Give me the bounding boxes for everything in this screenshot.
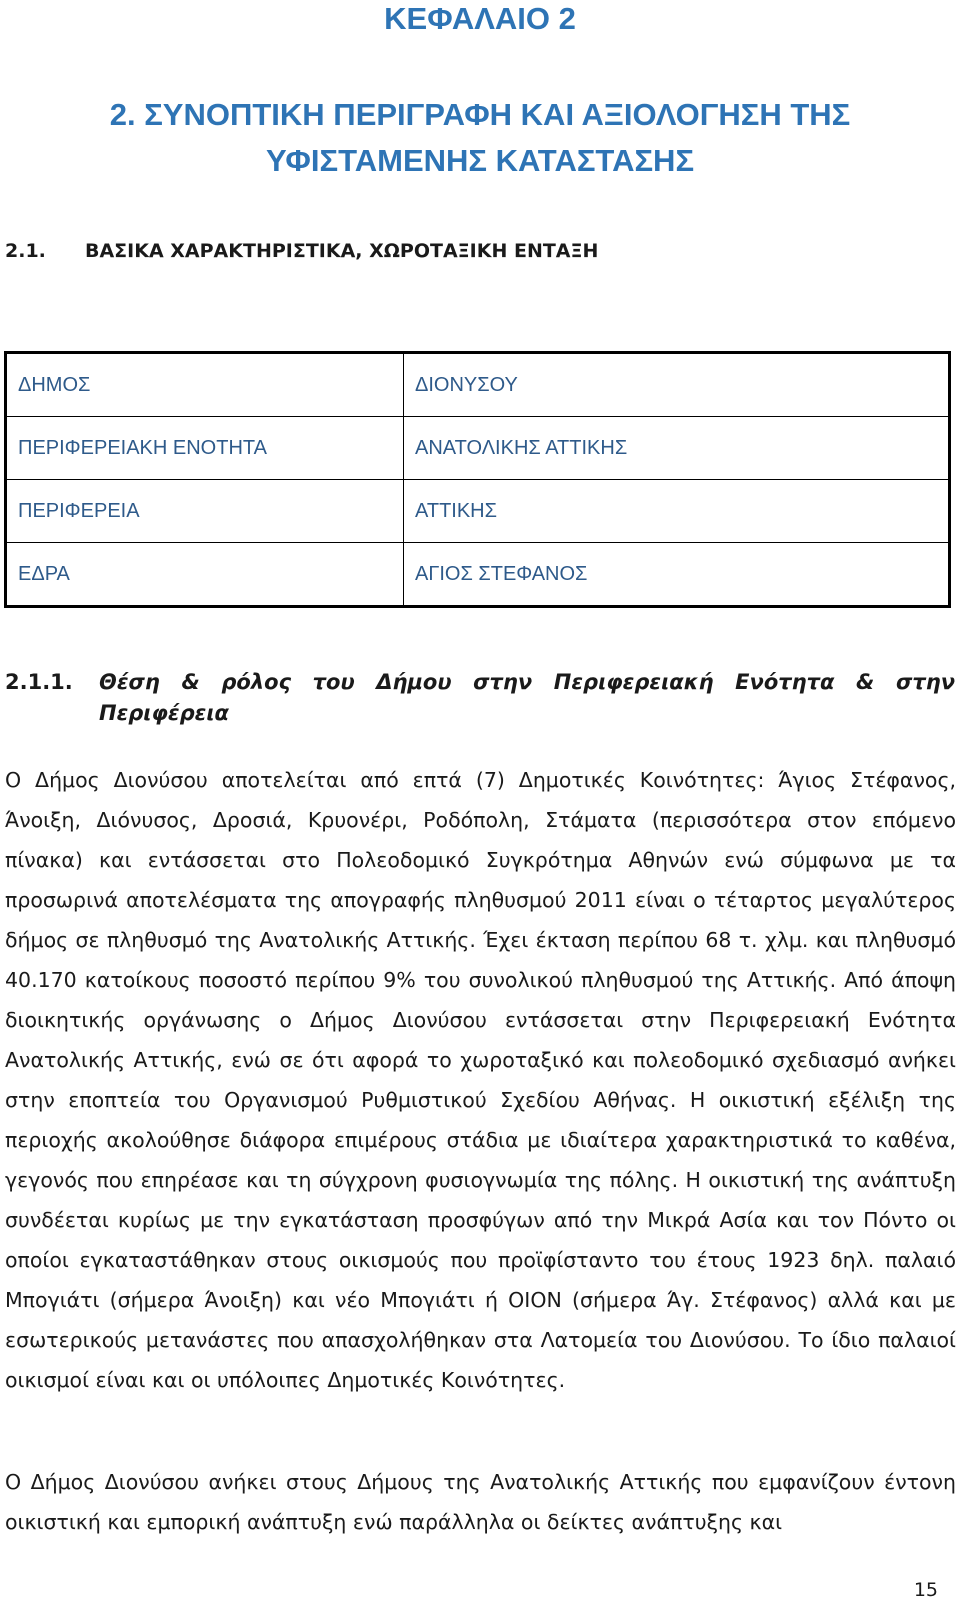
body-paragraph: Ο Δήμος Διονύσου αποτελείται από επτά (7) Δημοτικές Κοινότητες: Άγιος Στέφανος, Άνοιξη, Διόνυσος, Δροσιά, Κρυονέρι, Ροδόπολη, Στάματα (περισσότερα στον επόμενο πίνακα) και εντάσσεται στο Πολεοδομικό Συγκρότημα Αθηνών ενώ σύμφωνα με τα προσωρινά αποτελέσματα της απογραφής πληθυσμού 2011 είναι ο τέταρτος μεγαλύτερος δήμος σε πληθυσμό της Ανατολικής Αττικής. Έχει έκταση περίπου 68 τ. χλμ. και πληθυσμό 40.170 κατοίκους ποσοστό περίπου 9% του συνολικού πληθυσμού της Αττικής. Από άποψη διοικητικής οργάνωσης ο Δήμος Διονύσου εντάσσεται στην Περιφερειακή Ενότητα Ανατολικής Αττικής, ενώ σε ότι αφορά το χωροταξικό και πολεοδομικό σχεδιασμό ανήκει στην εποπτεία του Οργανισμού Ρυθμιστικού Σχεδίου Αθήνας. Η οικιστική εξέλιξη της περιοχής ακολούθησε διάφορα επιμέρους στάδια με ιδιαίτερα χαρακτηριστικά το καθένα, γεγονός που επηρέασε και τη σύγχρονη φυσιογνωμία της πόλης. Η οικιστική της ανάπτυξη συνδέεται κυρίως με την εγκατάσταση προσφύγων από την Μικρά Ασία και τον Πόντο οι οποίοι εγκαταστάθηκαν στους οικισμούς που προϊφίσταντο του έτους 1923 δηλ. παλαιό Μπογιάτι (σήμερα Άνοιξη) και νέο Μπογιάτι ή ΟΙΟΝ (σήμερα Άγ. Στέφανος) αλλά και με εσωτερικούς μετανάστες που απασχολήθηκαν στα Λατομεία του Διονύσου. Το ίδιο παλαιοί οικισμοί είναι και οι υπόλοιπες Δημοτικές Κοινότητες.: [5, 768, 956, 1392]
table-label-cell: ΠΕΡΙΦΕΡΕΙΑ: [6, 480, 404, 543]
table-label-cell: ΔΗΜΟΣ: [6, 353, 404, 417]
subsubsection-number: 2.1.1.: [5, 670, 73, 694]
table-row: [6, 543, 950, 607]
section-title-text: ΣΥΝΟΠΤΙΚΗ ΠΕΡΙΓΡΑΦΗ ΚΑΙ ΑΞΙΟΛΟΓΗΣΗ ΤΗΣ ΥΦΙΣΤΑΜΕΝΗΣ ΚΑΤΑΣΤΑΣΗΣ: [144, 97, 851, 178]
subsection-number: 2.1.: [5, 240, 46, 262]
table-row: [6, 353, 950, 417]
subsection-title: [5, 236, 598, 266]
table-value-cell: ΑΤΤΙΚΗΣ: [404, 480, 950, 543]
table-label-cell: ΠΕΡΙΦΕΡΕΙΑΚΗ ΕΝΟΤΗΤΑ: [6, 417, 404, 480]
chapter-heading: ΚΕΦΑΛΑΙΟ 2: [384, 1, 576, 36]
municipality-info-table: [4, 351, 951, 608]
subsubsection-title: [5, 667, 955, 729]
table-value-cell: ΔΙΟΝΥΣΟΥ: [415, 373, 518, 396]
table-value-cell: ΑΝΑΤΟΛΙΚΗΣ ΑΤΤΙΚΗΣ: [404, 417, 950, 480]
table-row: [6, 480, 950, 543]
subsubsection-title-text: Θέση & ρόλος του Δήμου στην Περιφερειακή Ενότητα & στην Περιφέρεια: [99, 670, 955, 725]
table-value-cell: ΑΓΙΟΣ ΣΤΕΦΑΝΟΣ: [404, 543, 950, 607]
table-label-cell: ΕΔΡΑ: [6, 543, 404, 607]
table-row: [6, 417, 950, 480]
section-number: 2.: [109, 97, 136, 132]
page-number: 15: [913, 1579, 938, 1601]
body-paragraph: Ο Δήμος Διονύσου ανήκει στους Δήμους της Ανατολικής Αττικής που εμφανίζουν έντονη οικιστική και εμπορική ανάπτυξη ενώ παράλληλα οι δείκτες ανάπτυξης και: [5, 1470, 956, 1534]
subsection-title-text: ΒΑΣΙΚΑ ΧΑΡΑΚΤΗΡΙΣΤΙΚΑ, ΧΩΡΟΤΑΞΙΚΗ ΕΝΤΑΞΗ: [85, 240, 599, 262]
section-title: [30, 92, 930, 184]
